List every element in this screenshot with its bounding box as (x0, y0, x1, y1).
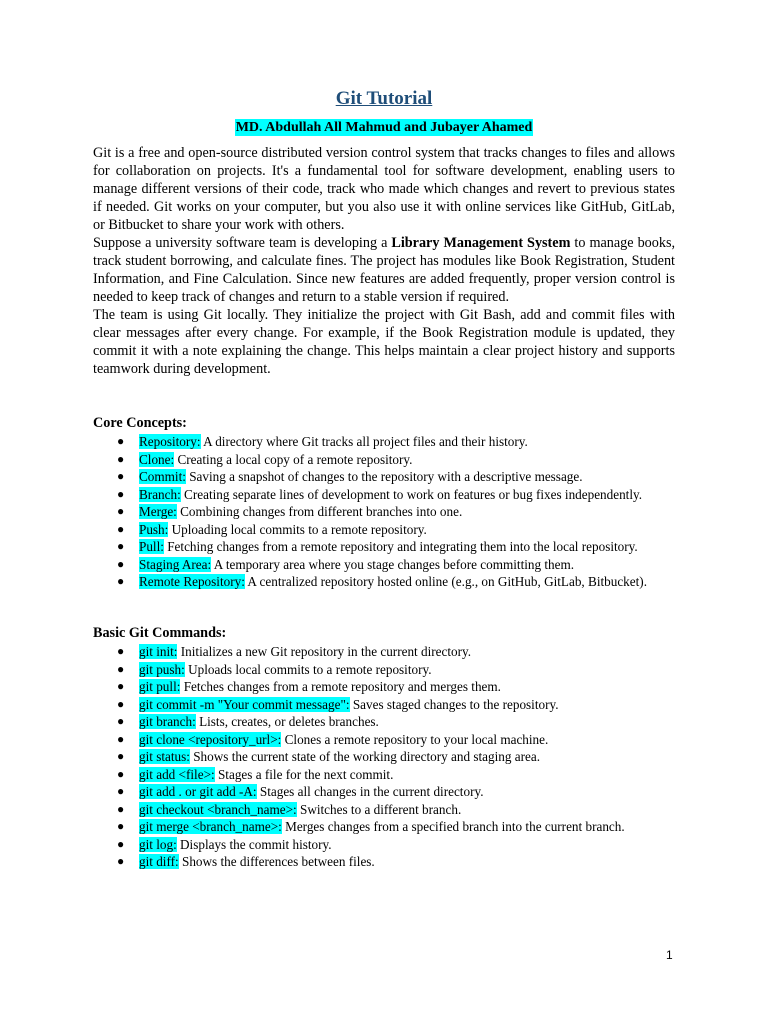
list-item-description: Displays the commit history. (176, 836, 332, 852)
list-item-term: git checkout <branch_name>: (139, 801, 297, 817)
bullet-icon: ● (117, 749, 125, 763)
list-item-term: git merge <branch_name>: (139, 819, 282, 834)
list-item-description: Saves staged changes to the repository. (349, 696, 559, 712)
list-item-term: git diff: (139, 854, 179, 869)
list-item-term: Remote Repository: (139, 574, 245, 589)
list-item-description: Clones a remote repository to your local machine. (281, 731, 549, 747)
list-item-term: git branch: (139, 714, 196, 729)
list-item-term: git push: (139, 661, 185, 677)
bullet-icon: ● (117, 451, 125, 466)
bullet-icon: ● (117, 801, 125, 816)
list-item (93, 643, 675, 661)
list-item (93, 801, 675, 819)
scenario-text-end: to manage books, track student borrowing, and calculate fines. The project has modules like Book Registration, Student Information, and Fine Calculation. Since new features are added frequently, proper version control is needed to keep track of changes and return to a stable version if required. (93, 235, 676, 305)
authors-line (0, 118, 768, 136)
bullet-icon: ● (117, 854, 125, 868)
list-item (93, 783, 675, 801)
bullet-icon: ● (117, 556, 125, 571)
bullet-icon: ● (117, 434, 125, 448)
list-item (93, 836, 675, 854)
paragraph-scenario (93, 234, 675, 306)
list-item-description: A centralized repository hosted online (e.g., on GitHub, GitLab, Bitbucket). (244, 574, 647, 589)
bullet-icon: ● (117, 521, 125, 536)
commands-list (93, 643, 675, 871)
list-item-description: Uploads local commits to a remote repository. (184, 661, 432, 677)
core-concepts-heading: Core Concepts: (93, 415, 187, 431)
list-item (93, 573, 675, 591)
list-item-description: Fetching changes from a remote repository and integrating them into the local repository. (163, 539, 638, 554)
list-item-term: Commit: (139, 469, 186, 484)
list-item-term: Branch: (139, 486, 181, 502)
list-item-description: Shows the differences between files. (178, 854, 375, 869)
list-item-description: Initializes a new Git repository in the current directory. (177, 644, 472, 659)
paragraph-team: The team is using Git locally. They initialize the project with Git Bash, add and commit files with clear messages after every change. For example, if the Book Registration module is updated, they commit it with a note explaining the change. This helps maintain a clear project history and supports teamwork during development. (93, 307, 675, 377)
list-item-term: git clone <repository_url>: (139, 731, 282, 747)
list-item-description: Shows the current state of the working directory and staging area. (189, 749, 541, 764)
list-item-description: Merges changes from a specified branch into the current branch. (281, 819, 625, 834)
list-item (93, 521, 675, 539)
bullet-icon: ● (117, 766, 125, 781)
list-item-description: Lists, creates, or deletes branches. (195, 714, 379, 729)
document-title: Git Tutorial (335, 88, 433, 109)
list-item (93, 818, 675, 836)
list-item-term: git status: (139, 749, 190, 764)
bullet-icon: ● (117, 504, 125, 518)
list-item (93, 766, 675, 784)
list-item-term: Staging Area: (139, 556, 212, 572)
list-item-term: Push: (139, 521, 169, 537)
list-item-description: A directory where Git tracks all project files and their history. (200, 434, 528, 449)
page-number: 1 (666, 948, 673, 962)
list-item-description: Stages a file for the next commit. (214, 766, 394, 782)
bullet-icon: ● (117, 486, 125, 501)
list-item-term: git pull: (139, 679, 181, 694)
list-item (93, 538, 675, 556)
bullet-icon: ● (117, 714, 125, 728)
commands-heading: Basic Git Commands: (93, 625, 227, 641)
list-item (93, 853, 675, 871)
list-item-term: Repository: (139, 434, 201, 449)
list-item (93, 486, 675, 504)
list-item-description: Saving a snapshot of changes to the repository with a descriptive message. (185, 469, 583, 484)
authors: MD. Abdullah All Mahmud and Jubayer Ahamed (235, 120, 533, 135)
list-item-description: Uploading local commits to a remote repository. (168, 521, 427, 537)
bullet-icon: ● (117, 731, 125, 746)
list-item-description: Switches to a different branch. (296, 801, 462, 817)
list-item (93, 451, 675, 469)
list-item-term: git add <file>: (139, 766, 215, 782)
bullet-icon: ● (117, 696, 125, 711)
list-item-description: Fetches changes from a remote repository and merges them. (180, 679, 501, 694)
bullet-icon: ● (117, 836, 125, 851)
scenario-bold-term: Library Management System (391, 235, 571, 251)
list-item-description: Stages all changes in the current directory. (256, 784, 484, 799)
bullet-icon: ● (117, 539, 125, 553)
bullet-icon: ● (117, 469, 125, 483)
list-item (93, 661, 675, 679)
bullet-icon: ● (117, 679, 125, 693)
list-item-term: git init: (139, 644, 178, 659)
list-item-description: Creating a local copy of a remote repository. (174, 451, 413, 467)
list-item-term: Clone: (139, 451, 175, 467)
core-concepts-list (93, 433, 675, 591)
list-item (93, 503, 675, 521)
list-item-term: git add . or git add -A: (139, 784, 257, 799)
list-item (93, 713, 675, 731)
list-item (93, 468, 675, 486)
bullet-icon: ● (117, 819, 125, 833)
list-item-description: A temporary area where you stage changes before committing them. (211, 556, 575, 572)
list-item (93, 433, 675, 451)
list-item-term: Pull: (139, 539, 164, 554)
intro-text (93, 144, 675, 378)
list-item (93, 556, 675, 574)
list-item-description: Combining changes from different branches into one. (176, 504, 463, 519)
bullet-icon: ● (117, 644, 125, 658)
list-item (93, 696, 675, 714)
list-item (93, 748, 675, 766)
list-item-term: git commit -m "Your commit message": (139, 696, 350, 712)
scenario-text-start: Suppose a university software team is developing a (93, 235, 392, 251)
list-item (93, 731, 675, 749)
list-item-description: Creating separate lines of development to work on features or bug fixes independently. (180, 486, 643, 502)
bullet-icon: ● (117, 574, 125, 588)
bullet-icon: ● (117, 784, 125, 798)
paragraph-intro: Git is a free and open-source distributed version control system that tracks changes to files and allows for collaboration on projects. It's a fundamental tool for software development, enabling users to manage different versions of their code, track who made which changes and revert to previous states if needed. Git works on your computer, but you also use it with online services like GitHub, GitLab, or Bitbucket to share your work with others. (93, 145, 675, 233)
bullet-icon: ● (117, 661, 125, 676)
list-item-term: git log: (139, 836, 177, 852)
list-item-term: Merge: (139, 504, 177, 519)
list-item (93, 678, 675, 696)
